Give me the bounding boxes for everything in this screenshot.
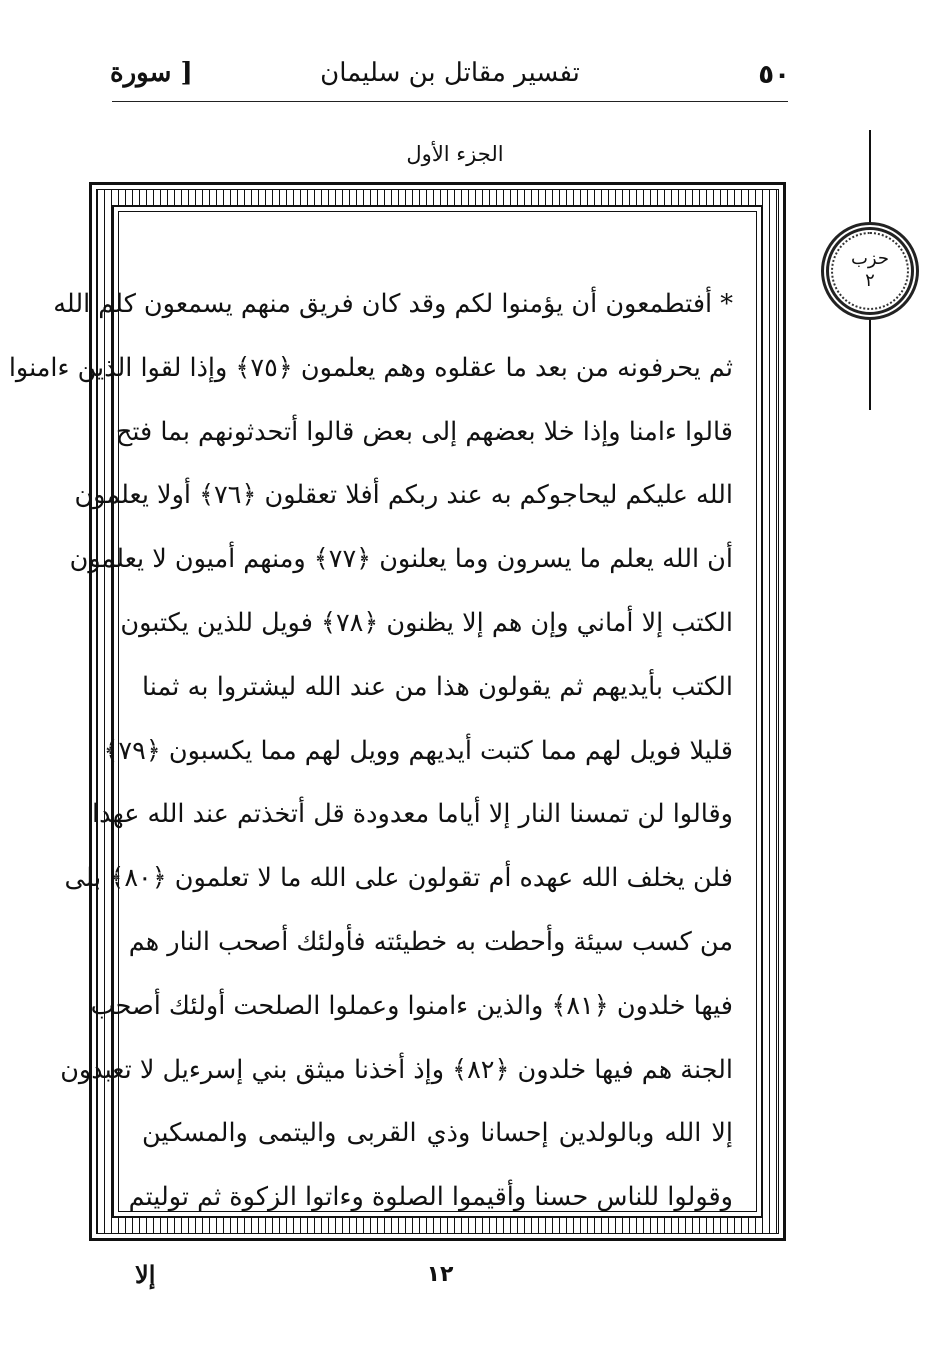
text-line: أن الله يعلم ما يسرون وما يعلنون ﴿٧٧﴾ ومنهم أميون لا يعلمون — [69, 544, 733, 575]
text-line: * أفتطمعون أن يؤمنوا لكم وقد كان فريق منهم يسمعون كلم الله — [53, 289, 733, 319]
hizb-marker — [815, 130, 925, 410]
text-line: الكتب بأيديهم ثم يقولون هذا من عند الله ليشتروا به ثمنا — [142, 671, 733, 702]
hizb-stem-top — [869, 130, 871, 222]
surah-label: [ سورة — [110, 58, 193, 88]
text-line: وقالوا لن تمسنا النار إلا أياما معدودة قل أتخذتم عند الله عهدا — [91, 799, 733, 830]
text-frame — [8, 182, 786, 1241]
text-line: قليلا فويل لهم مما كتبت أيديهم وويل لهم مما يكسبون ﴿٧٩﴾ — [103, 735, 733, 766]
text-line: قالوا ءامنا وإذا خلا بعضهم إلى بعض قالوا أتحدثونهم بما فتح — [115, 416, 733, 447]
header-rule — [112, 101, 788, 102]
hizb-word: حزب — [850, 248, 889, 269]
page-header — [110, 52, 790, 102]
text-line: إلا الله وبالولدين إحسانا وذي القربى واليتمى والمسكين — [142, 1118, 733, 1149]
text-line: الله عليكم ليحاجوكم به عند ربكم أفلا تعقلون ﴿٧٦﴾ أولا يعلمون — [74, 480, 733, 511]
signature-number: ١٢ — [426, 1262, 454, 1287]
catchword: إلا — [135, 1260, 156, 1289]
frame-inner — [8, 205, 763, 1218]
text-line: وقولوا للناس حسنا وأقيموا الصلوة وءاتوا الزكوة ثم توليتم — [128, 1182, 733, 1213]
text-line: فلن يخلف الله عهده أم تقولون على الله ما لا تعلمون ﴿٨٠﴾ بلى — [64, 863, 733, 894]
hizb-label — [815, 248, 925, 292]
juz-heading: الجزء الأول — [406, 142, 504, 166]
text-line: الجنة هم فيها خلدون ﴿٨٢﴾ وإذ أخذنا ميثق بني إسرءيل لا تعبدون — [60, 1054, 733, 1085]
text-line: فيها خلدون ﴿٨١﴾ والذين ءامنوا وعملوا الصلحت أولئك أصحب — [90, 990, 733, 1021]
text-line: ثم يحرفونه من بعد ما عقلوه وهم يعلمون ﴿٧٥﴾ وإذا لقوا الذين ءامنوا — [8, 352, 733, 383]
text-line: من كسب سيئة وأحطت به خطيئته فأولئك أصحب النار هم — [128, 926, 733, 957]
page-number: ٥٠ — [758, 60, 790, 90]
book-title: تفسير مقاتل بن سليمان — [320, 58, 580, 88]
text-line: الكتب إلا أماني وإن هم إلا يظنون ﴿٧٨﴾ فويل للذين يكتبون — [120, 607, 733, 638]
hizb-stem-bottom — [869, 320, 871, 410]
quran-text — [8, 273, 733, 1230]
hizb-number: ٢ — [865, 270, 875, 291]
